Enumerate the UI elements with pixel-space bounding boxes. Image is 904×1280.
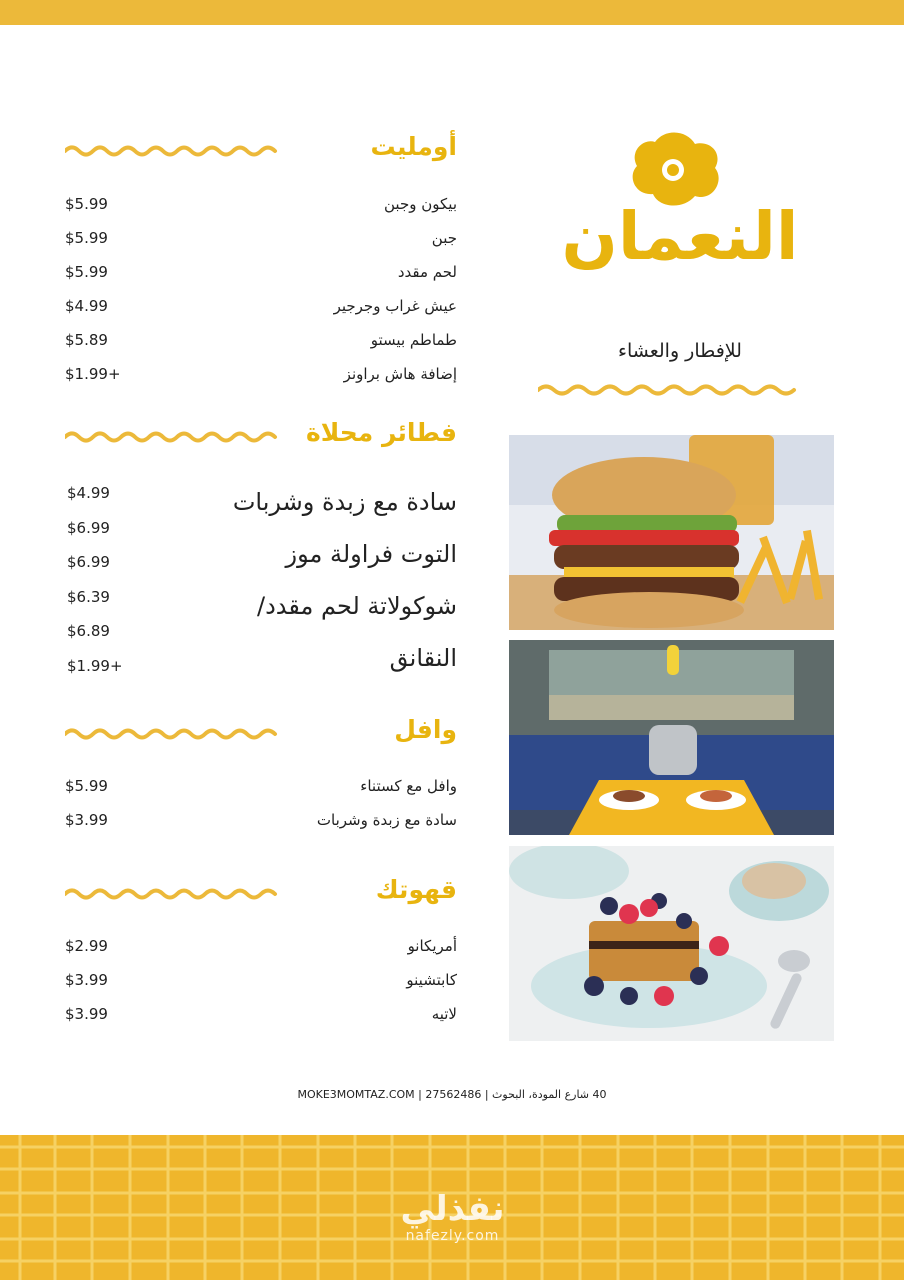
menu-item	[65, 769, 457, 803]
watermark-latin: nafezly.com	[405, 1228, 500, 1244]
item-price: $4.99	[65, 297, 108, 315]
item-name: وافل مع كستناء	[360, 777, 457, 795]
menu-item	[157, 476, 457, 528]
menu-item	[65, 357, 457, 391]
item-name: إضافة هاش براونز	[343, 365, 457, 383]
item-name: شوكولاتة لحم مقدد/	[257, 592, 457, 620]
item-name: جبن	[431, 229, 457, 247]
brand-block	[520, 120, 840, 410]
menu-item	[65, 997, 457, 1031]
menu-item	[65, 289, 457, 323]
item-price: $5.99	[65, 229, 108, 247]
item-price: $6.99	[67, 553, 110, 572]
menu-item	[65, 221, 457, 255]
item-name: لحم مقدد	[397, 263, 457, 281]
menu-item	[157, 632, 457, 684]
section-title-waffle: وافل	[394, 715, 457, 744]
item-price: $6.89	[67, 622, 110, 641]
wave-divider	[65, 430, 281, 444]
menu-item	[65, 803, 457, 837]
item-price: $1.99+	[65, 365, 121, 383]
wave-divider	[65, 887, 281, 901]
item-name: طماطم بيستو	[370, 331, 457, 349]
section-title-pancakes: فطائر محلاة	[306, 418, 457, 447]
item-price: $6.39	[67, 587, 110, 606]
item-name: النقانق	[389, 644, 457, 672]
item-price: $3.99	[65, 811, 108, 829]
item-price: $1.99+	[67, 656, 123, 675]
menu-item	[65, 323, 457, 357]
menu-item	[65, 963, 457, 997]
section-title-coffee: قهوتك	[375, 875, 457, 904]
waffle-berries-photo	[509, 846, 834, 1041]
section-coffee	[65, 875, 457, 1031]
watermark	[380, 1190, 525, 1244]
menu-item	[157, 528, 457, 580]
menu-item	[65, 187, 457, 221]
menu-item	[65, 255, 457, 289]
watermark-arabic: نفذلي	[400, 1189, 505, 1229]
wave-divider	[538, 383, 800, 397]
item-name: بيكون وجبن	[384, 195, 457, 213]
item-price: $5.99	[65, 777, 108, 795]
item-price: $5.99	[65, 195, 108, 213]
section-title-omelette: أومليت	[370, 132, 457, 161]
item-price: $3.99	[65, 1005, 108, 1023]
item-name: لاتيه	[431, 1005, 457, 1023]
item-name: أمريكانو	[407, 937, 457, 955]
item-price: $2.99	[65, 937, 108, 955]
wave-divider	[65, 727, 281, 741]
item-name: سادة مع زبدة وشربات	[316, 811, 457, 829]
menu-item	[157, 580, 457, 632]
wave-divider	[65, 144, 281, 158]
section-waffle	[65, 715, 457, 837]
burger-photo	[509, 435, 834, 630]
item-name: سادة مع زبدة وشربات	[232, 488, 457, 516]
item-price: $4.99	[67, 484, 110, 503]
item-name: كابتشينو	[406, 971, 457, 989]
menu-item	[65, 929, 457, 963]
item-price: $6.99	[67, 518, 110, 537]
item-price: $5.99	[65, 263, 108, 281]
brand-name: النعمان	[561, 198, 799, 275]
item-name: التوت فراولة موز	[285, 540, 457, 568]
section-omelette	[65, 132, 457, 391]
brand-tagline: للإفطار والعشاء	[618, 340, 742, 362]
section-pancakes	[65, 418, 457, 686]
item-price: $5.89	[65, 331, 108, 349]
top-accent-bar	[0, 0, 904, 25]
address-line: 40 شارع المودة، البحوث | 27562486 | MOKE3MOMTAZ.COM	[297, 1088, 607, 1101]
item-name: عيش غراب وجرجير	[333, 297, 457, 315]
diner-booth-photo	[509, 640, 834, 835]
item-price: $3.99	[65, 971, 108, 989]
